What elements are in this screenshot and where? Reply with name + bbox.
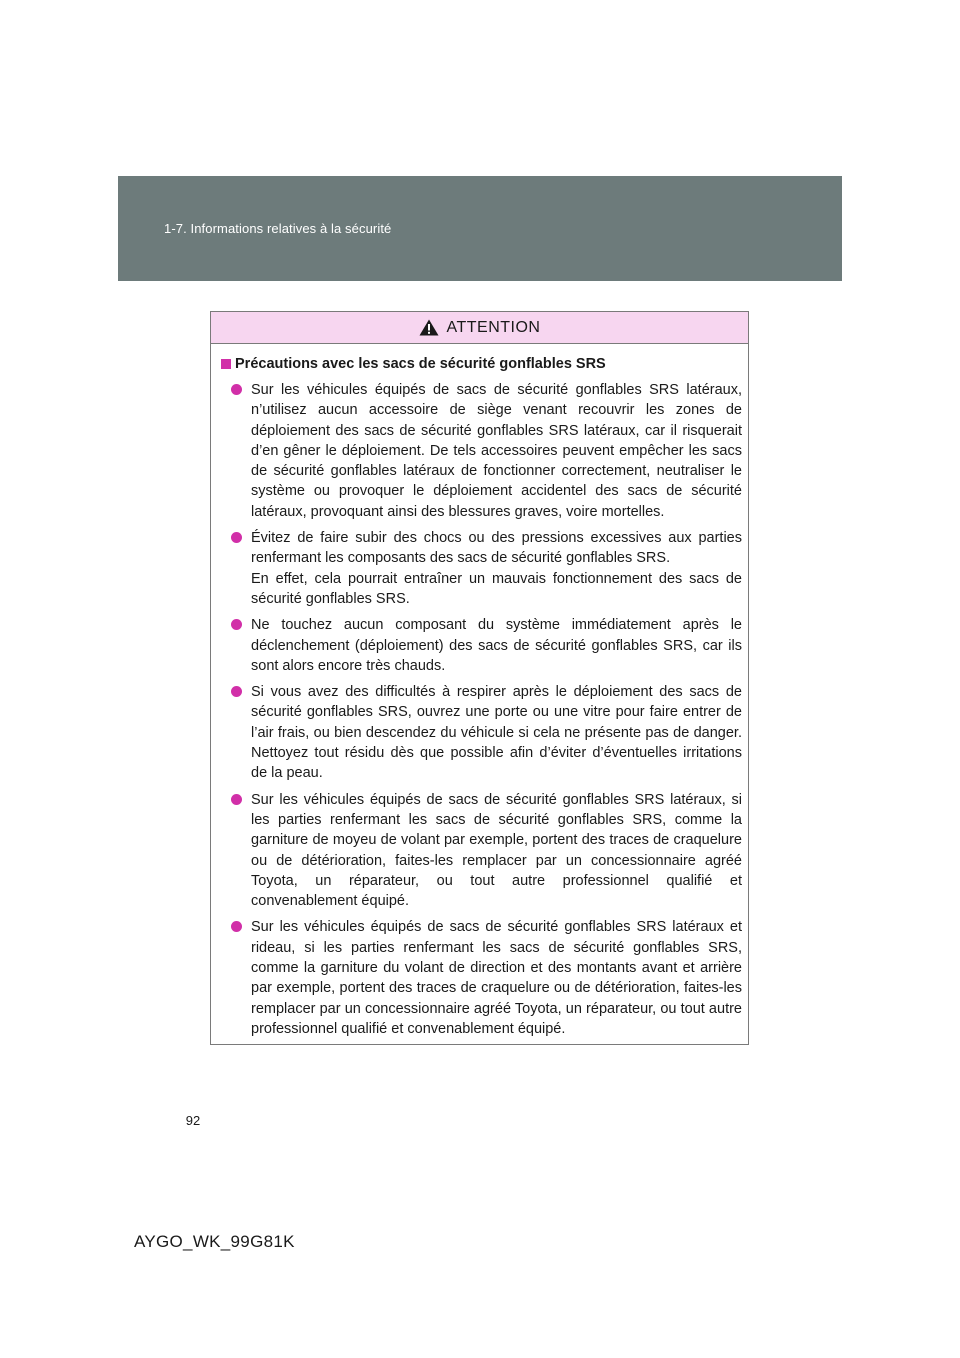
warning-item-text: Si vous avez des difficultés à respirer après le déploiement des sacs de sécurité gonflables SRS, ouvrez une porte ou une vitre pour faire entrer de l’air frais, ou bien descendez du véhicule si cela ne présente pas de danger. Nettoyez tout résidu dès que possible afin d’éviter d’éventuelles irritations de la peau. bbox=[251, 684, 742, 782]
warning-item bbox=[221, 790, 742, 912]
warning-item bbox=[221, 682, 742, 783]
warning-title: ATTENTION bbox=[446, 318, 541, 336]
page-number: 92 bbox=[185, 1113, 201, 1128]
bullet-dot-icon bbox=[231, 619, 242, 630]
square-bullet-icon bbox=[221, 359, 231, 369]
warning-item-text: En effet, cela pourrait entraîner un mauvais fonctionnement des sacs de sécurité gonflables SRS. bbox=[251, 570, 742, 607]
warning-topic-text: Précautions avec les sacs de sécurité gonflables SRS bbox=[235, 356, 606, 372]
warning-item bbox=[221, 380, 742, 522]
warning-item-text: Sur les véhicules équipés de sacs de sécurité gonflables SRS latéraux et rideau, si les parties renfermant les sacs de sécurité gonflables SRS, comme la garniture du volant de direction et des montants avant et arrière par exemple, portent des traces de craquelure ou de détérioration, faites-les remplacer par un concessionnaire agréé Toyota, un réparateur, ou tout autre professionnel qualifié et convenablement équipé. bbox=[251, 919, 742, 1037]
warning-header bbox=[211, 312, 748, 344]
warning-body bbox=[211, 344, 748, 1039]
warning-item-text: Sur les véhicules équipés de sacs de sécurité gonflables SRS latéraux, si les parties renfermant les sacs de sécurité gonflables SRS, comme la garniture de moyeu de volant par exemple, portent des traces de craquelure ou de détérioration, faites-les remplacer par un concessionnaire agréé Toyota, un réparateur, ou tout autre professionnel qualifié et convenablement équipé. bbox=[251, 791, 742, 910]
section-header-band bbox=[118, 176, 842, 281]
bullet-dot-icon bbox=[231, 532, 242, 543]
bullet-dot-icon bbox=[231, 384, 242, 395]
warning-item-text: Évitez de faire subir des chocs ou des pressions excessives aux parties renfermant les composants des sacs de sécurité gonflables SRS. bbox=[251, 530, 742, 567]
section-title: 1-7. Informations relatives à la sécurité bbox=[164, 221, 392, 236]
warning-item bbox=[221, 917, 742, 1039]
warning-item bbox=[221, 528, 742, 609]
document-code: AYGO_WK_99G81K bbox=[134, 1232, 295, 1251]
warning-item-text: Sur les véhicules équipés de sacs de sécurité gonflables SRS latéraux, n’utilisez aucun accessoire de siège venant recouvrir les zones de déploiement des sacs de sécurité gonflables SRS latéraux, car il risquerait d’en gêner le déploiement. De tels accessoires peuvent empêcher les sacs de sécurité gonflables latéraux de fonctionner correctement, neutraliser le système ou provoquer le déploiement accidentel des sacs de sécurité latéraux, provoquant ainsi des blessures graves, voire mortelles. bbox=[251, 382, 742, 520]
bullet-dot-icon bbox=[231, 686, 242, 697]
bullet-dot-icon bbox=[231, 794, 242, 805]
warning-topic bbox=[221, 354, 742, 374]
bullet-dot-icon bbox=[231, 921, 242, 932]
warning-box bbox=[210, 311, 749, 1045]
warning-triangle-icon bbox=[419, 319, 439, 336]
warning-item bbox=[221, 615, 742, 676]
warning-item-text: Ne touchez aucun composant du système immédiatement après le déclenchement (déploiement) des sacs de sécurité gonflables SRS, car ils sont alors encore très chauds. bbox=[251, 617, 742, 674]
